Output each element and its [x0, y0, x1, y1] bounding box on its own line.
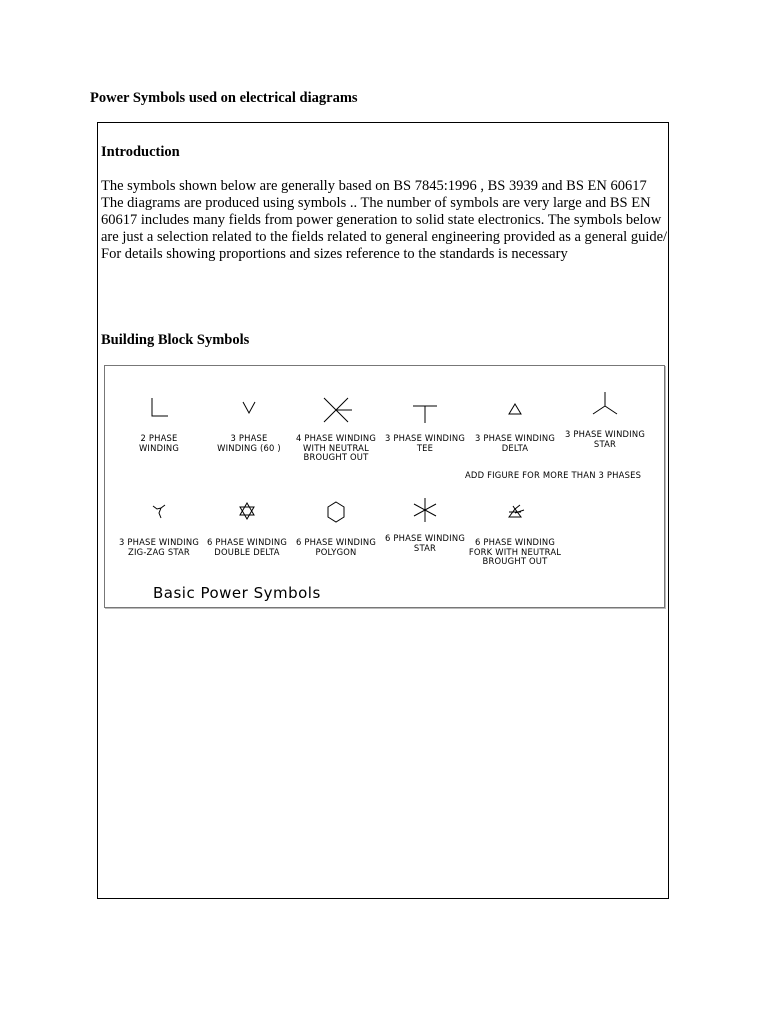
six-phase-polygon-icon — [321, 500, 351, 524]
introduction-text — [101, 178, 669, 263]
symbol-label-line: 2 PHASE — [140, 433, 178, 443]
intro-paragraph-1: The symbols shown below are generally based on BS 7845:1996 , BS 3939 and BS EN 60617 — [101, 178, 647, 194]
symbol-label-line: 4 PHASE WINDING — [295, 433, 377, 443]
symbol-label-line: DELTA — [501, 442, 529, 453]
symbol-label-line: WINDING (60 ) — [217, 442, 281, 453]
three-phase-winding-delta-icon — [500, 396, 530, 420]
symbol-label-line: 3 PHASE WINDING — [474, 433, 556, 443]
symbol-label-line: STAR — [593, 438, 617, 449]
symbol-4-phase-winding-neutral — [288, 396, 384, 463]
panel-caption: Basic Power Symbols — [153, 584, 321, 602]
two-phase-winding-icon — [144, 396, 174, 420]
four-phase-winding-neutral-icon — [316, 396, 356, 424]
intro-paragraph-2: The diagrams are produced using symbols .. The number of symbols are very large and BS EN 60617 includes many fields from power generation to solid state electronics. The symbols below are just a selection related to the fields related to general engineering provided as a general guide/ For details showing proportions and sizes reference to the standards is necessary — [101, 195, 668, 262]
symbol-label-line: 3 PHASE WINDING — [118, 537, 200, 547]
symbol-label-line: 6 PHASE WINDING — [295, 537, 377, 547]
symbol-label-line: WINDING — [138, 442, 180, 453]
six-phase-double-delta-icon — [232, 500, 262, 524]
symbol-6-phase-polygon — [288, 500, 384, 557]
content-frame — [97, 122, 669, 899]
symbol-3-phase-winding-delta — [467, 396, 563, 453]
three-phase-winding-60-icon — [234, 396, 264, 420]
symbol-3-phase-winding-star — [557, 388, 653, 449]
symbol-label-line: BROUGHT OUT — [482, 556, 548, 566]
symbol-6-phase-double-delta — [199, 500, 295, 557]
page-title: Power Symbols used on electrical diagrams — [90, 90, 358, 106]
symbol-label-line: FORK WITH NEUTRAL — [468, 546, 562, 557]
building-block-heading: Building Block Symbols — [101, 332, 250, 348]
more-phases-note: ADD FIGURE FOR MORE THAN 3 PHASES — [465, 470, 642, 480]
symbol-label-line: 3 PHASE WINDING — [384, 433, 466, 443]
six-phase-star-icon — [409, 496, 441, 524]
symbol-label-line: WITH NEUTRAL — [303, 442, 369, 453]
symbol-label-line: 6 PHASE WINDING — [384, 533, 466, 543]
three-phase-winding-star-icon — [588, 388, 622, 420]
three-phase-zigzag-star-icon — [144, 500, 174, 524]
symbol-label-line: STAR — [413, 542, 437, 553]
symbol-2-phase-winding — [111, 396, 207, 453]
symbol-3-phase-winding-tee — [377, 396, 473, 453]
three-phase-winding-tee-icon — [408, 396, 442, 424]
symbol-label-line: 3 PHASE — [230, 433, 268, 443]
symbol-label-line: 6 PHASE WINDING — [474, 537, 556, 547]
symbol-label-line: BROUGHT OUT — [303, 452, 369, 462]
symbol-label-line: 6 PHASE WINDING — [206, 537, 288, 547]
symbol-3-phase-zigzag-star — [111, 500, 207, 557]
symbol-label-line: 3 PHASE WINDING — [564, 429, 646, 439]
symbol-label-line: DOUBLE DELTA — [214, 546, 280, 557]
symbol-panel — [104, 365, 665, 608]
symbol-6-phase-fork-neutral — [467, 500, 563, 567]
symbol-label-line: POLYGON — [315, 546, 357, 557]
symbol-6-phase-star — [377, 496, 473, 553]
symbol-3-phase-winding-60 — [201, 396, 297, 453]
symbol-label-line: ZIG-ZAG STAR — [128, 546, 190, 557]
introduction-heading: Introduction — [101, 144, 180, 160]
symbol-label-line: TEE — [416, 442, 434, 453]
six-phase-fork-neutral-icon — [500, 500, 530, 524]
